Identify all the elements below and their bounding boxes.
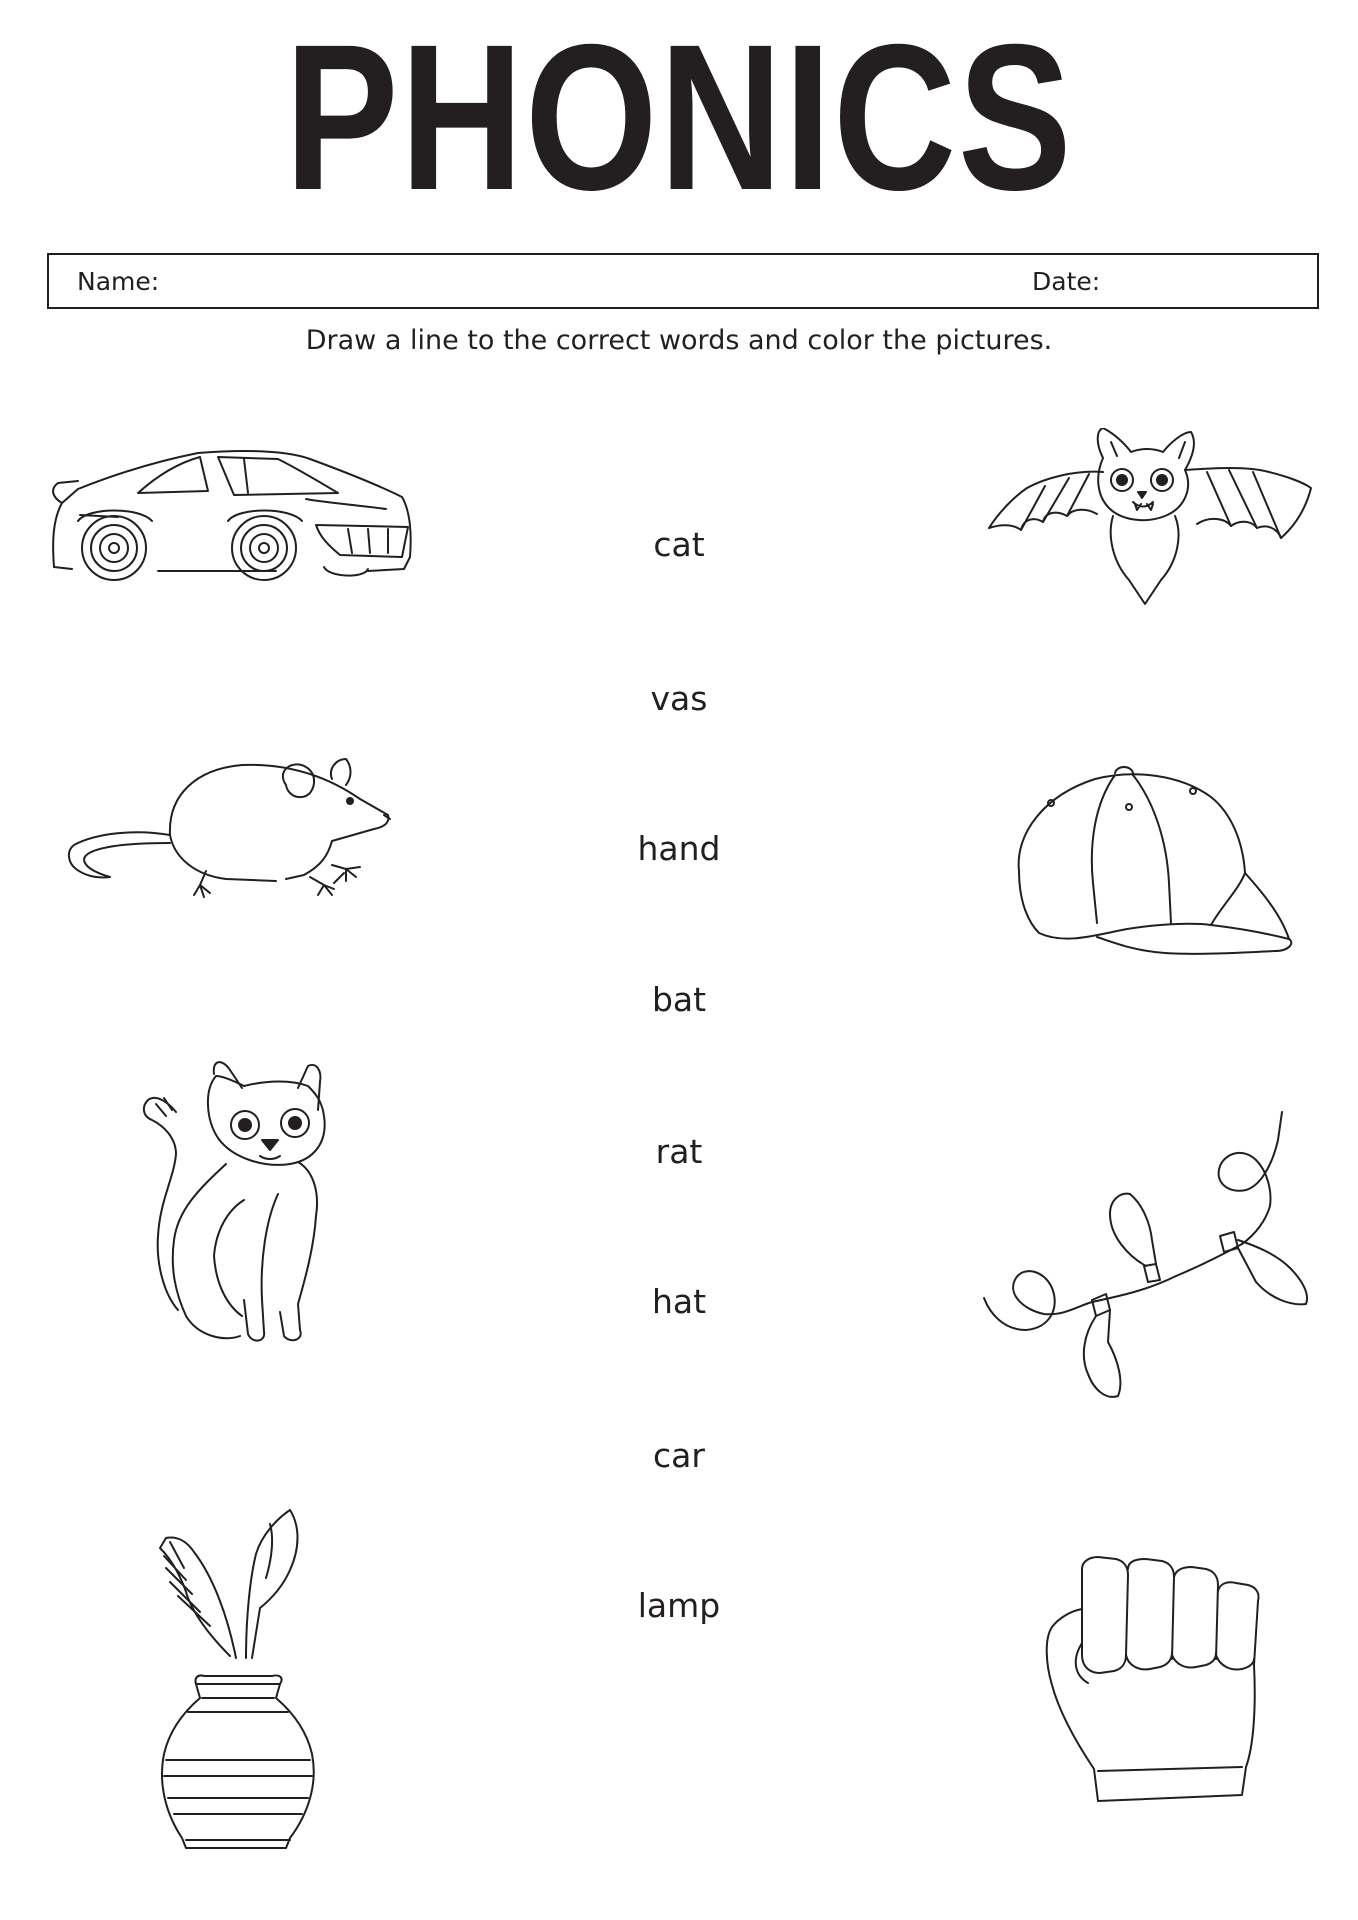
- hat-icon: [1005, 763, 1295, 963]
- word-item: lamp: [637, 1586, 721, 1625]
- word-item: rat: [655, 1132, 703, 1171]
- bat-icon: [985, 428, 1315, 608]
- hand-icon: [1042, 1555, 1262, 1805]
- word-item: cat: [653, 525, 705, 564]
- cat-icon: [128, 1060, 328, 1350]
- instructions: Draw a line to the correct words and color the pictures.: [305, 325, 1053, 356]
- word-item: hand: [637, 829, 721, 868]
- word-item: vas: [650, 679, 708, 718]
- word-item: bat: [651, 980, 707, 1019]
- name-label: Name:: [77, 267, 160, 296]
- car-icon: [48, 445, 418, 595]
- rat-icon: [66, 745, 406, 905]
- vase-icon: [130, 1508, 340, 1858]
- string-lights-icon: [980, 1110, 1320, 1400]
- worksheet-title: PHONICS: [284, 2, 1074, 234]
- date-label: Date:: [1032, 267, 1101, 296]
- word-item: car: [653, 1436, 705, 1475]
- name-date-box: [47, 253, 1319, 309]
- word-item: hat: [651, 1282, 707, 1321]
